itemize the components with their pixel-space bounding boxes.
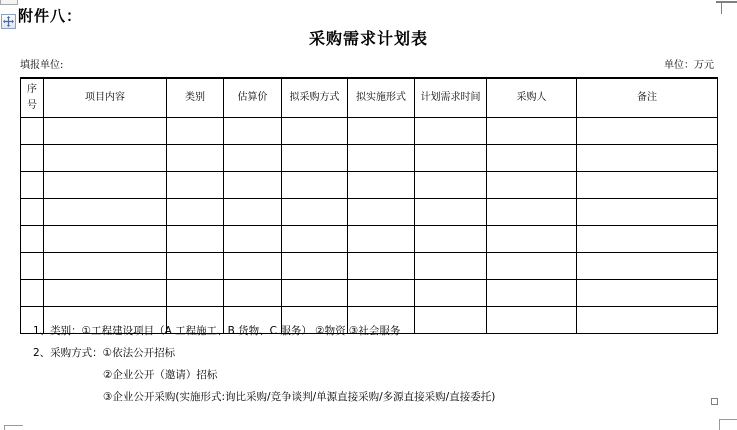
table-cell[interactable] (224, 199, 282, 226)
table-cell[interactable] (21, 145, 44, 172)
note-line-2: 2、采购方式：①依法公开招标 (33, 347, 176, 359)
column-header-3: 估算价 (224, 78, 282, 118)
table-row (21, 145, 718, 172)
column-header-7: 采购人 (487, 78, 577, 118)
table-cell[interactable] (415, 145, 487, 172)
table-cell[interactable] (282, 199, 348, 226)
table-cell[interactable] (415, 172, 487, 199)
table-cell[interactable] (487, 226, 577, 253)
currency-unit-label: 单位：万元 (664, 60, 714, 71)
table-cell[interactable] (487, 172, 577, 199)
table-cell[interactable] (167, 145, 224, 172)
table-cell[interactable] (44, 226, 167, 253)
table-cell[interactable] (224, 145, 282, 172)
table-cell[interactable] (487, 280, 577, 307)
table-cell[interactable] (487, 118, 577, 145)
table-cell[interactable] (224, 280, 282, 307)
table-cell[interactable] (167, 118, 224, 145)
notes (33, 320, 495, 408)
text-boundary-tick-top-right (721, 1, 722, 14)
table-cell[interactable] (167, 172, 224, 199)
page-title: 采购需求计划表 (308, 29, 428, 48)
table-cell[interactable] (224, 253, 282, 280)
table-cell[interactable] (415, 253, 487, 280)
table-cell[interactable] (348, 145, 415, 172)
table-cell[interactable] (577, 172, 718, 199)
table-cell[interactable] (21, 280, 44, 307)
column-header-0: 序号 (21, 78, 44, 118)
table-cell[interactable] (487, 307, 577, 334)
table-cell[interactable] (21, 118, 44, 145)
table-cell[interactable] (167, 226, 224, 253)
table-body (21, 118, 718, 334)
column-header-8: 备注 (577, 78, 718, 118)
table-cell[interactable] (21, 199, 44, 226)
column-header-1: 项目内容 (44, 78, 167, 118)
table-cell[interactable] (282, 145, 348, 172)
table-cell[interactable] (44, 145, 167, 172)
table-cell[interactable] (224, 172, 282, 199)
note-line-3: ②企业公开（邀请）招标 (103, 369, 218, 381)
procurement-plan-table (20, 77, 718, 334)
table-row (21, 118, 718, 145)
table-cell[interactable] (415, 118, 487, 145)
table-cell[interactable] (348, 226, 415, 253)
table-cell[interactable] (224, 226, 282, 253)
table-row (21, 253, 718, 280)
table-cell[interactable] (348, 118, 415, 145)
table-cell[interactable] (167, 280, 224, 307)
column-header-5: 拟实施形式 (348, 78, 415, 118)
table-cell[interactable] (577, 226, 718, 253)
table-cell[interactable] (282, 172, 348, 199)
text-boundary-mark-top-right (716, 1, 737, 3)
table-cell[interactable] (415, 199, 487, 226)
table-cell[interactable] (577, 253, 718, 280)
table-cell[interactable] (577, 145, 718, 172)
column-header-4: 拟采购方式 (282, 78, 348, 118)
table-cell[interactable] (282, 118, 348, 145)
anchor-box-partial (0, 0, 18, 5)
table-cell[interactable] (44, 172, 167, 199)
table-cell[interactable] (487, 145, 577, 172)
table-cell[interactable] (415, 226, 487, 253)
table-row (21, 226, 718, 253)
table-cell[interactable] (44, 118, 167, 145)
table-row (21, 280, 718, 307)
table-cell[interactable] (167, 199, 224, 226)
column-header-2: 类别 (167, 78, 224, 118)
table-cell[interactable] (577, 307, 718, 334)
table-cell[interactable] (577, 118, 718, 145)
resize-handle-square[interactable] (711, 398, 718, 405)
table-row (21, 199, 718, 226)
report-unit-label: 填报单位: (20, 60, 64, 71)
table-cell[interactable] (44, 199, 167, 226)
table-cell[interactable] (577, 280, 718, 307)
table-cell[interactable] (21, 253, 44, 280)
table-cell[interactable] (415, 280, 487, 307)
table-cell[interactable] (577, 199, 718, 226)
table-cell[interactable] (21, 172, 44, 199)
table-cell[interactable] (167, 253, 224, 280)
table-cell[interactable] (282, 226, 348, 253)
note-line-1: 1、类别：①工程建设项目（A 工程施工、B 货物、C 服务） ②物资 ③社会服务 (33, 325, 401, 337)
text-boundary-corner-bottom-right (719, 419, 737, 430)
table-row (21, 172, 718, 199)
note-line-4: ③企业公开采购(实施形式:询比采购/竞争谈判/单源直接采购/多源直接采购/直接委托) (103, 391, 496, 403)
table-cell[interactable] (224, 118, 282, 145)
table-header-row (21, 78, 718, 118)
table-cell[interactable] (348, 253, 415, 280)
table-cell[interactable] (44, 280, 167, 307)
table-cell[interactable] (348, 280, 415, 307)
table-cell[interactable] (348, 172, 415, 199)
table-cell[interactable] (348, 199, 415, 226)
table-cell[interactable] (21, 226, 44, 253)
table-cell[interactable] (487, 199, 577, 226)
attachment-label: 附件八： (18, 7, 83, 25)
table-cell[interactable] (282, 253, 348, 280)
column-header-6: 计划需求时间 (415, 78, 487, 118)
text-boundary-corner-bottom-left (4, 425, 23, 430)
table-cell[interactable] (44, 253, 167, 280)
table-cell[interactable] (487, 253, 577, 280)
table-cell[interactable] (282, 280, 348, 307)
